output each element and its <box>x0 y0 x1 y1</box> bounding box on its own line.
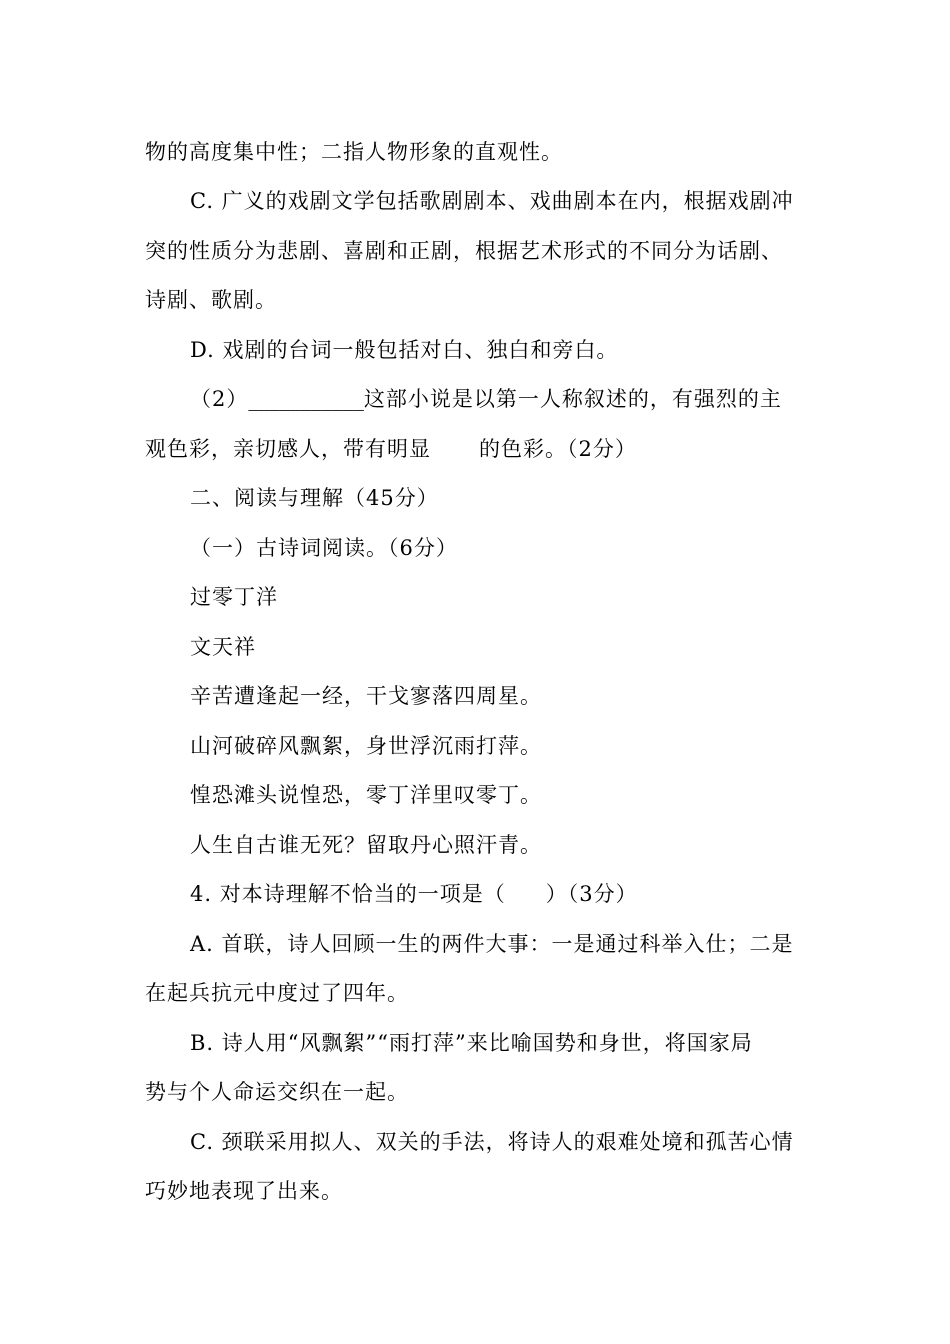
answer-blank: ___________ <box>248 387 364 411</box>
section-heading: 二、阅读与理解（45分） <box>190 486 439 510</box>
text-line: 巧妙地表现了出来。 <box>145 1179 343 1203</box>
question-text: 观色彩，亲切感人，带有明显 <box>145 437 431 461</box>
poem-title: 过零丁洋 <box>190 585 278 609</box>
text-line: 诗剧、歌剧。 <box>145 288 277 312</box>
option-d-drama: D. 戏剧的台词一般包括对白、独白和旁白。 <box>190 338 619 362</box>
text-line: 在起兵抗元中度过了四年。 <box>145 981 409 1005</box>
option-a: A. 首联，诗人回顾一生的两件大事：一是通过科举入仕；二是 <box>190 932 794 956</box>
option-c-drama: C. 广义的戏剧文学包括歌剧剧本、戏曲剧本在内，根据戏剧冲 <box>190 189 794 213</box>
question-4-line <box>190 879 810 909</box>
question-score: ）（3分） <box>545 882 638 906</box>
text-line: 突的性质分为悲剧、喜剧和正剧，根据艺术形式的不同分为话剧、 <box>145 239 783 263</box>
poem-line: 山河破碎风飘絮，身世浮沉雨打萍。 <box>190 734 542 758</box>
text-line: 物的高度集中性；二指人物形象的直观性。 <box>145 140 563 164</box>
question-text: 的色彩。（2分） <box>479 437 637 461</box>
poem-line: 人生自古谁无死？留取丹心照汗青。 <box>190 833 542 857</box>
option-b: B. 诗人用“风飘絮”“雨打萍”来比喻国势和身世，将国家局 <box>190 1031 753 1055</box>
question-2-continued <box>145 434 825 464</box>
question-2-line <box>190 384 810 414</box>
poem-line: 惶恐滩头说惶恐，零丁洋里叹零丁。 <box>190 783 542 807</box>
poem-author: 文天祥 <box>190 635 256 659</box>
text-line: 势与个人命运交织在一起。 <box>145 1080 409 1104</box>
question-text: 这部小说是以第一人称叙述的，有强烈的主 <box>363 387 782 411</box>
subsection-heading: （一）古诗词阅读。（6分） <box>190 536 458 560</box>
question-number: （2） <box>190 387 249 411</box>
poem-line: 辛苦遭逢起一经，干戈寥落四周星。 <box>190 684 542 708</box>
option-c: C. 颈联采用拟人、双关的手法，将诗人的艰难处境和孤苦心情 <box>190 1130 794 1154</box>
question-text: 4. 对本诗理解不恰当的一项是（ <box>190 882 506 906</box>
